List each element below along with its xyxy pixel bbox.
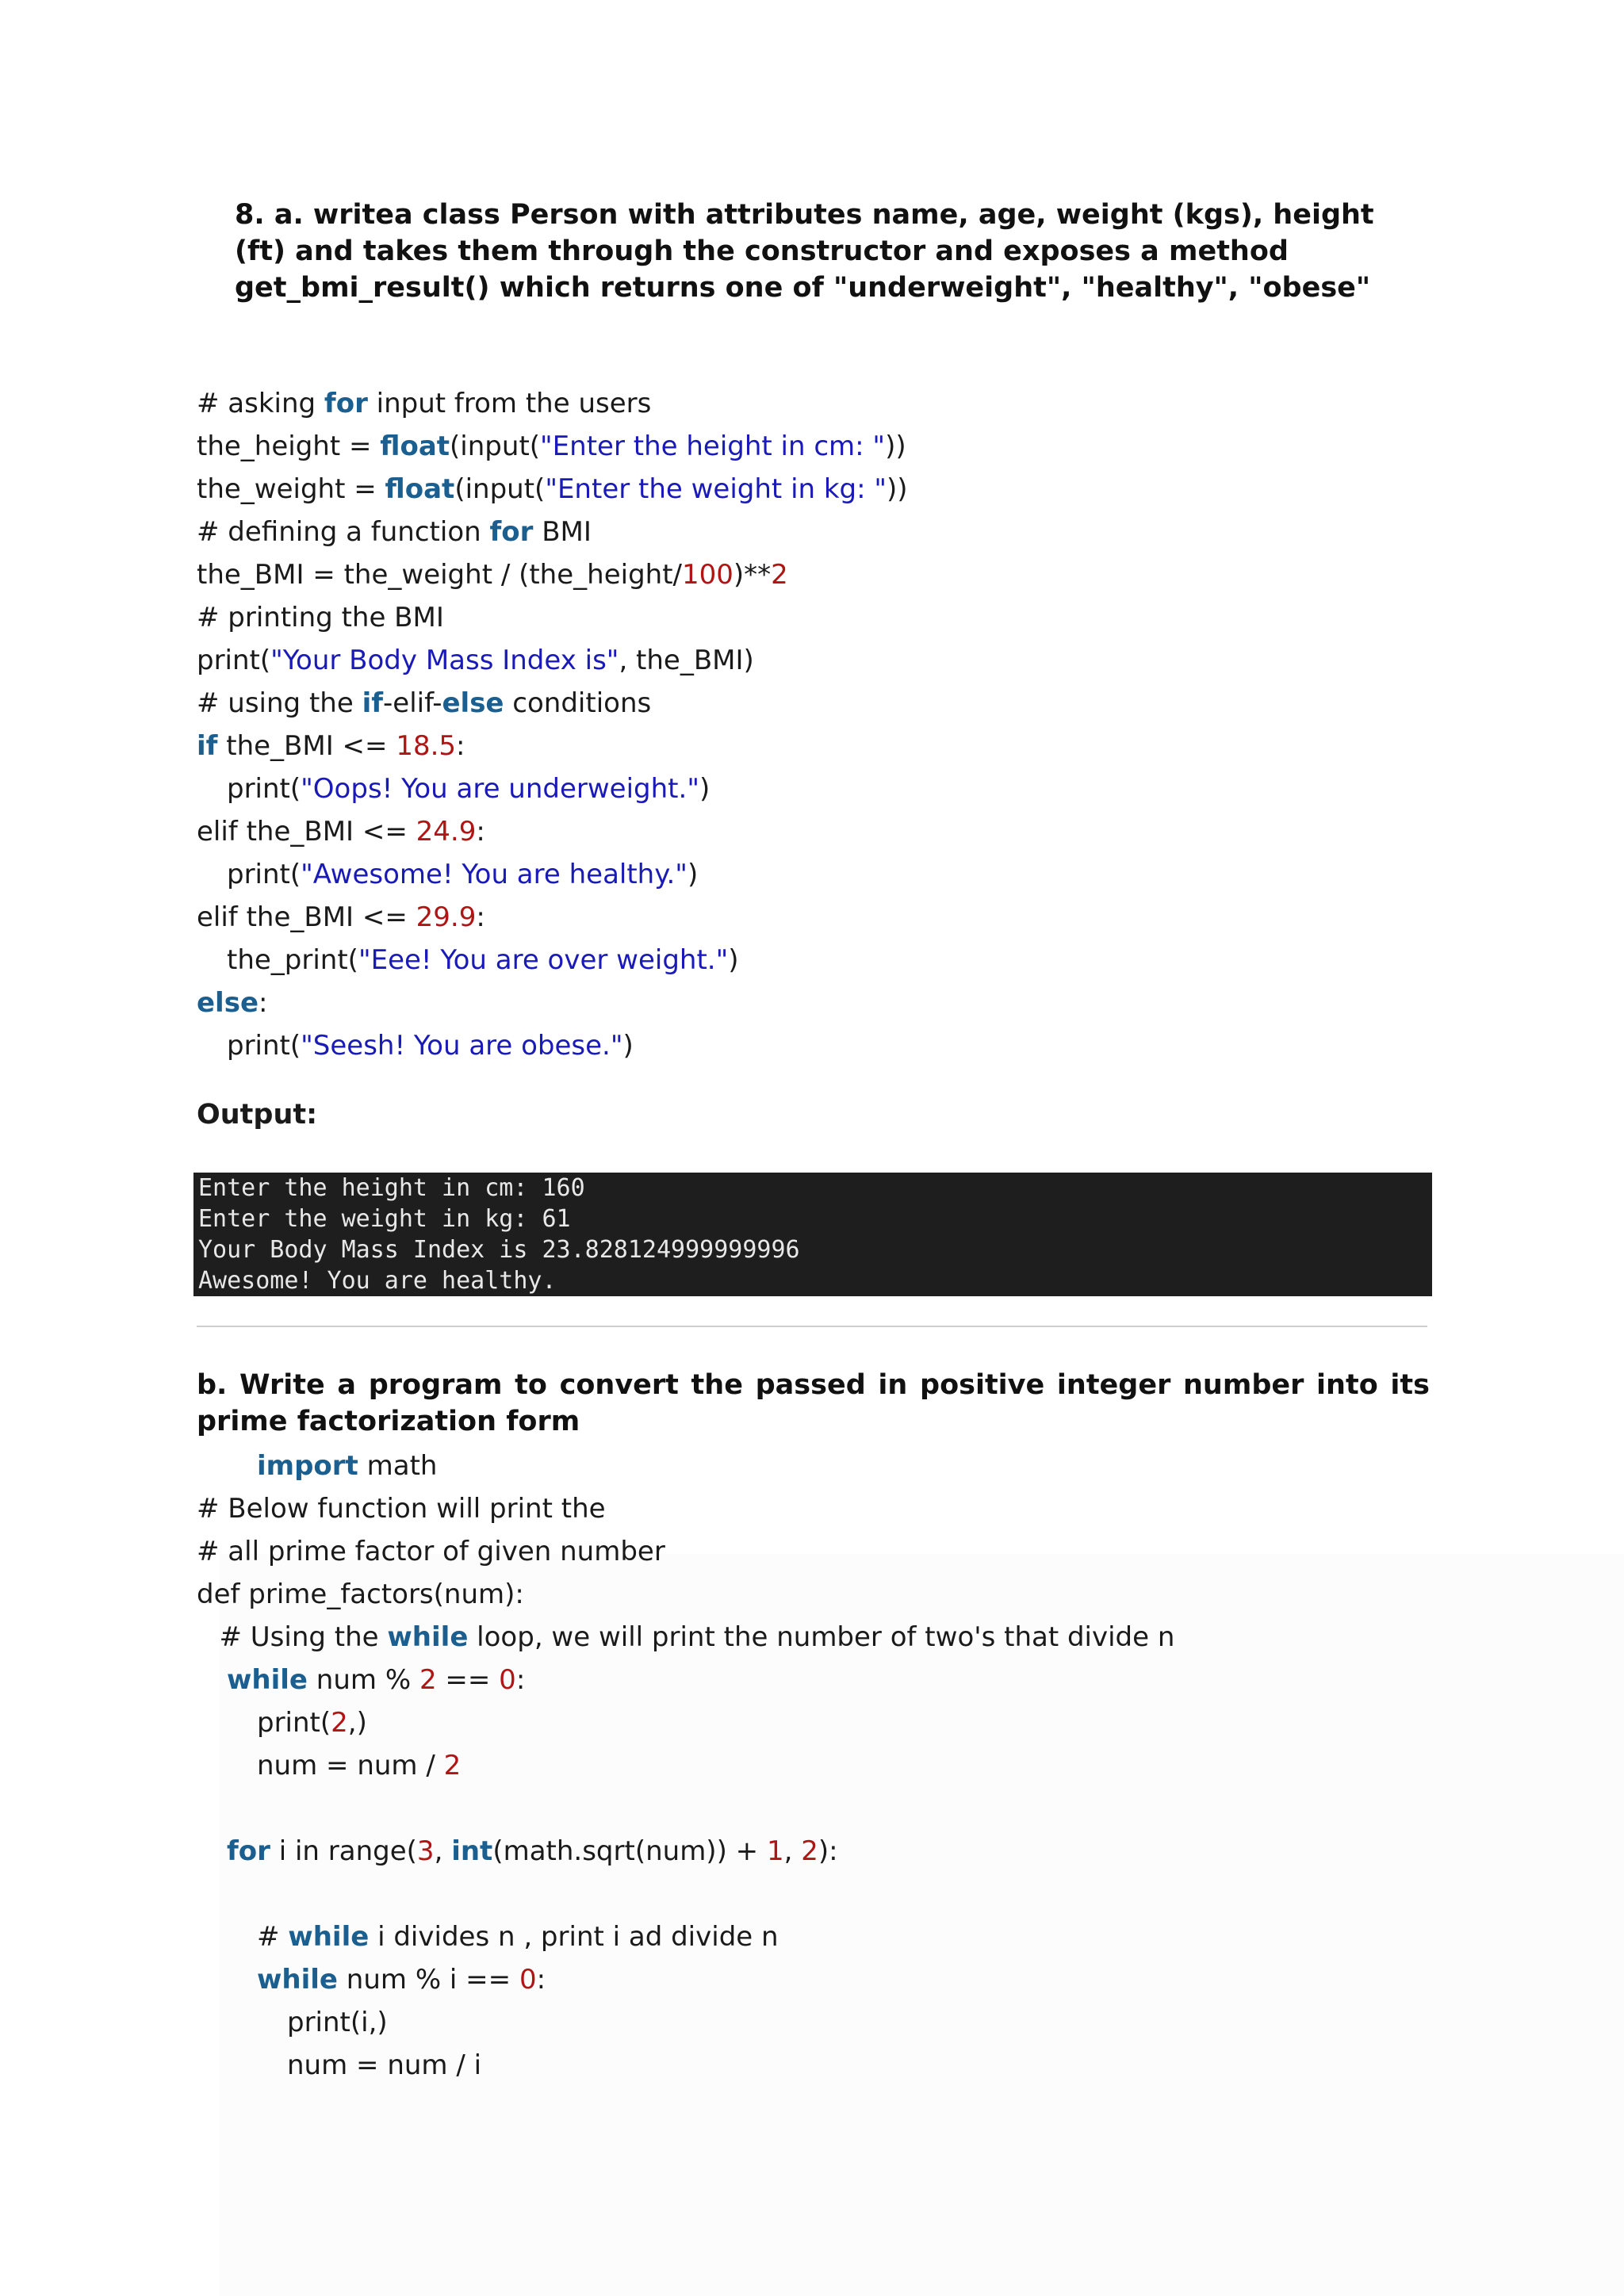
code-line — [197, 1659, 1174, 1701]
code-line — [197, 468, 908, 511]
console-line: Enter the weight in kg: 61 — [198, 1205, 571, 1233]
code-token-num: 0 — [519, 1964, 537, 1996]
code-token: # — [257, 1921, 289, 1953]
code-line — [197, 1873, 1174, 1915]
code-token: # all prime factor of given number — [197, 1536, 665, 1567]
code-token-kw: while — [387, 1621, 469, 1653]
code-token: )) — [887, 473, 908, 505]
code-token: ): — [818, 1835, 838, 1867]
code-line — [197, 553, 908, 596]
code-token: (input( — [454, 473, 546, 505]
code-token: : — [476, 901, 485, 933]
code-token: def prime_factors(num): — [197, 1578, 524, 1610]
code-token: (input( — [450, 430, 541, 462]
code-line — [197, 682, 908, 725]
question-8a-heading: 8. a. writea class Person with attributes name, age, weight (kgs), height (ft) and takes them through the constructor and exposes a method get_bmi_result() which returns one of "underweight", "healthy", "obese" — [235, 199, 1374, 304]
code-token: elif the_BMI <= — [197, 816, 416, 848]
code-token-str: "Eee! You are over weight." — [358, 944, 729, 976]
code-token: , — [434, 1835, 452, 1867]
code-line — [197, 1573, 1174, 1616]
code-token: # Using the — [219, 1621, 388, 1653]
code-token: # printing the BMI — [197, 602, 444, 633]
code-token-str: "Awesome! You are healthy." — [301, 859, 688, 890]
code-token-kw: float — [385, 473, 455, 505]
code-line — [197, 725, 908, 767]
code-token-num: 2 — [771, 559, 788, 591]
code-line — [197, 810, 908, 853]
code-token: , the_BMI) — [619, 645, 754, 676]
code-token: print(i,) — [287, 2007, 388, 2038]
code-token: # Below function will print the — [197, 1493, 606, 1525]
code-token: loop, we will print the number of two's that divide n — [468, 1621, 1175, 1653]
code-line — [197, 939, 908, 982]
code-token: == — [436, 1664, 500, 1696]
code-token-kw: float — [380, 430, 450, 462]
code-token: : — [515, 1664, 526, 1696]
code-token: math — [358, 1450, 438, 1482]
code-line — [197, 382, 908, 425]
code-token: ) — [728, 944, 739, 976]
code-token-num: 24.9 — [416, 816, 477, 848]
code-token: -elif- — [383, 687, 442, 719]
code-line — [197, 1616, 1174, 1659]
code-token: ,) — [347, 1707, 367, 1739]
code-token-kw: import — [257, 1450, 358, 1482]
code-token: the_weight = — [197, 473, 385, 505]
code-token: i in range( — [270, 1835, 417, 1867]
code-token: elif the_BMI <= — [197, 901, 416, 933]
code-line — [197, 1701, 1174, 1744]
code-line — [197, 2044, 1174, 2087]
code-line — [197, 511, 908, 553]
code-token: : — [476, 816, 485, 848]
console-line: Awesome! You are healthy. — [198, 1267, 557, 1295]
code-token: print( — [227, 1030, 301, 1062]
code-line — [197, 1530, 1174, 1573]
code-token-kw: while — [257, 1964, 338, 1996]
code-token: the_print( — [227, 944, 358, 976]
code-line — [197, 425, 908, 468]
code-token: : — [259, 987, 268, 1019]
code-token-kw: while — [288, 1921, 370, 1953]
code-token: print( — [257, 1707, 331, 1739]
code-line — [197, 1445, 1174, 1487]
code-line — [197, 596, 908, 639]
code-token: input from the users — [367, 388, 652, 419]
code-token-kw: else — [442, 687, 504, 719]
code-token: : — [456, 730, 465, 762]
code-line — [197, 1744, 1174, 1787]
bmi-code-block — [197, 382, 908, 1067]
code-line — [197, 896, 908, 939]
code-token-num: 29.9 — [416, 901, 477, 933]
code-token-kw: for — [489, 516, 534, 548]
code-token-kw: if — [362, 687, 384, 719]
code-token: num % — [307, 1664, 419, 1696]
code-token-num: 2 — [801, 1835, 818, 1867]
code-token-num: 3 — [416, 1835, 435, 1867]
code-token-kw: for — [324, 388, 368, 419]
code-token-kw: int — [451, 1835, 493, 1867]
code-line — [197, 1958, 1174, 2001]
question-8b-heading: b. Write a program to convert the passed in positive integer number into its prime factorization form — [197, 1369, 1430, 1437]
code-line — [197, 1830, 1174, 1873]
code-token: conditions — [504, 687, 652, 719]
code-token: ) — [687, 859, 699, 890]
code-line — [197, 853, 908, 896]
section-divider — [197, 1326, 1427, 1327]
code-token-num: 1 — [766, 1835, 784, 1867]
code-token: the_BMI = the_weight / (the_height/ — [197, 559, 682, 591]
code-token: num = num / — [257, 1750, 444, 1781]
code-token-str: "Seesh! You are obese." — [301, 1030, 623, 1062]
code-line — [197, 767, 908, 810]
console-line: Your Body Mass Index is 23.828124999999996 — [198, 1236, 800, 1264]
code-token-str: "Enter the height in cm: " — [540, 430, 886, 462]
code-line — [197, 639, 908, 682]
code-token: print( — [227, 773, 301, 805]
output-label: Output: — [197, 1099, 318, 1131]
code-token-num: 2 — [331, 1707, 348, 1739]
code-token: : — [536, 1964, 546, 1996]
code-token-num: 18.5 — [396, 730, 457, 762]
code-line — [197, 982, 908, 1024]
code-line — [197, 1787, 1174, 1830]
code-token-num: 0 — [499, 1664, 516, 1696]
code-line — [197, 1024, 908, 1067]
code-token-str: "Your Body Mass Index is" — [270, 645, 619, 676]
console-output — [193, 1173, 1432, 1296]
code-token-kw: else — [197, 987, 259, 1019]
code-token-kw: if — [197, 730, 218, 762]
code-token-num: 2 — [443, 1750, 462, 1781]
code-token-kw: while — [227, 1664, 308, 1696]
code-line — [197, 1487, 1174, 1530]
console-line: Enter the height in cm: 160 — [198, 1174, 585, 1202]
code-token: num % i == — [337, 1964, 519, 1996]
code-token: num = num / i — [287, 2049, 482, 2081]
code-token-str: "Enter the weight in kg: " — [545, 473, 887, 505]
code-token: ) — [699, 773, 710, 805]
code-token-str: "Oops! You are underweight." — [301, 773, 699, 805]
code-token: the_BMI <= — [217, 730, 396, 762]
code-token: # using the — [197, 687, 362, 719]
code-token: (math.sqrt(num)) + — [492, 1835, 767, 1867]
code-token: print( — [227, 859, 301, 890]
code-token-num: 2 — [419, 1664, 437, 1696]
code-token: )) — [885, 430, 906, 462]
code-token: BMI — [533, 516, 592, 548]
code-token: the_height = — [197, 430, 381, 462]
code-token: , — [783, 1835, 802, 1867]
code-token: )** — [733, 559, 772, 591]
code-token: # asking — [197, 388, 324, 419]
code-token-kw: for — [227, 1835, 270, 1867]
code-line — [197, 2001, 1174, 2044]
code-token: ) — [622, 1030, 634, 1062]
code-token: i divides n , print i ad divide n — [369, 1921, 779, 1953]
code-line — [197, 1915, 1174, 1958]
code-token: # defining a function — [197, 516, 490, 548]
prime-factor-code-block — [197, 1445, 1174, 2087]
code-token-num: 100 — [681, 559, 733, 591]
code-token: print( — [197, 645, 271, 676]
